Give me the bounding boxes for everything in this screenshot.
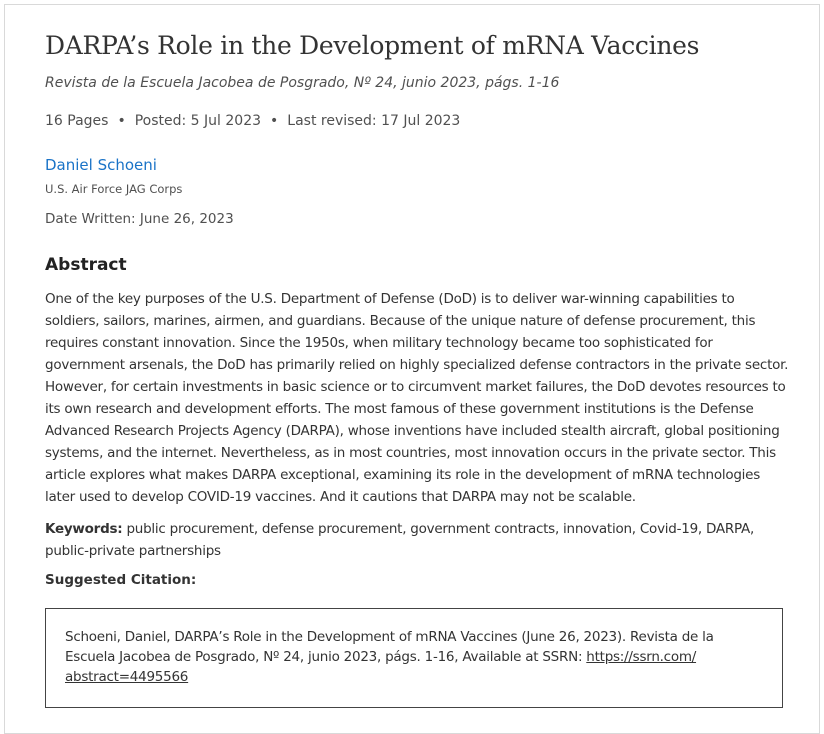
paper-card xyxy=(4,4,820,734)
paper-title: DARPA’s Role in the Development of mRNA Vaccines xyxy=(45,31,700,60)
citation-link-line2: abstract=4495566 xyxy=(65,669,189,685)
abstract-heading: Abstract xyxy=(45,255,127,275)
meta-separator: • xyxy=(117,113,126,129)
citation-link-line1: https://ssrn.com/ xyxy=(586,649,697,665)
meta-separator: • xyxy=(270,113,279,129)
date-written: Date Written: June 26, 2023 xyxy=(45,211,234,227)
suggested-citation-heading: Suggested Citation: xyxy=(45,572,197,588)
posted-date: Posted: 5 Jul 2023 xyxy=(134,113,262,129)
journal-reference: Revista de la Escuela Jacobea de Posgrado, Nº 24, junio 2023, págs. 1-16 xyxy=(45,75,560,91)
author-affiliation: U.S. Air Force JAG Corps xyxy=(45,182,183,196)
citation-box xyxy=(45,608,783,708)
citation-text: Schoeni, Daniel, DARPA’s Role in the Development of mRNA Vaccines (June 26, 2023). Revista de la Escuela Jacobea de Posgrado, Nº 24, junio 2023, págs. 1-16, Available at SSRN: xyxy=(65,629,714,665)
author-link[interactable]: Daniel Schoeni xyxy=(45,156,157,174)
abstract-text: One of the key purposes of the U.S. Department of Defense (DoD) is to deliver war-winning capabilities to soldiers, sailors, marines, airmen, and guardians. Because of the unique nature of defense procurement, this requires constant innovation. Since the 1950s, when military technology became too sophisticated for government arsenals, the DoD has primarily relied on highly specialized defense contractors in the private sector. However, for certain investments in basic science or to circumvent market failures, the DoD devotes resources to its own research and development efforts. The most famous of these government institutions is the Defense Advanced Research Projects Agency (DARPA), whose inventions have included stealth aircraft, global positioning systems, and the internet. Nevertheless, as in most countries, most innovation occurs in the private sector. This article explores what makes DARPA exceptional, examining its role in the development of mRNA technologies later used to develop COVID-19 vaccines. And it cautions that DARPA may not be scalable. xyxy=(45,291,789,505)
keywords-label: Keywords: xyxy=(45,521,123,537)
keywords-list: public procurement, defense procurement, government contracts, innovation, Covid-19, DARPA, public-private partnerships xyxy=(45,521,755,559)
page-count: 16 Pages xyxy=(45,113,109,129)
keywords xyxy=(45,518,790,562)
paper-meta xyxy=(45,113,460,129)
revised-date: Last revised: 17 Jul 2023 xyxy=(287,113,461,129)
